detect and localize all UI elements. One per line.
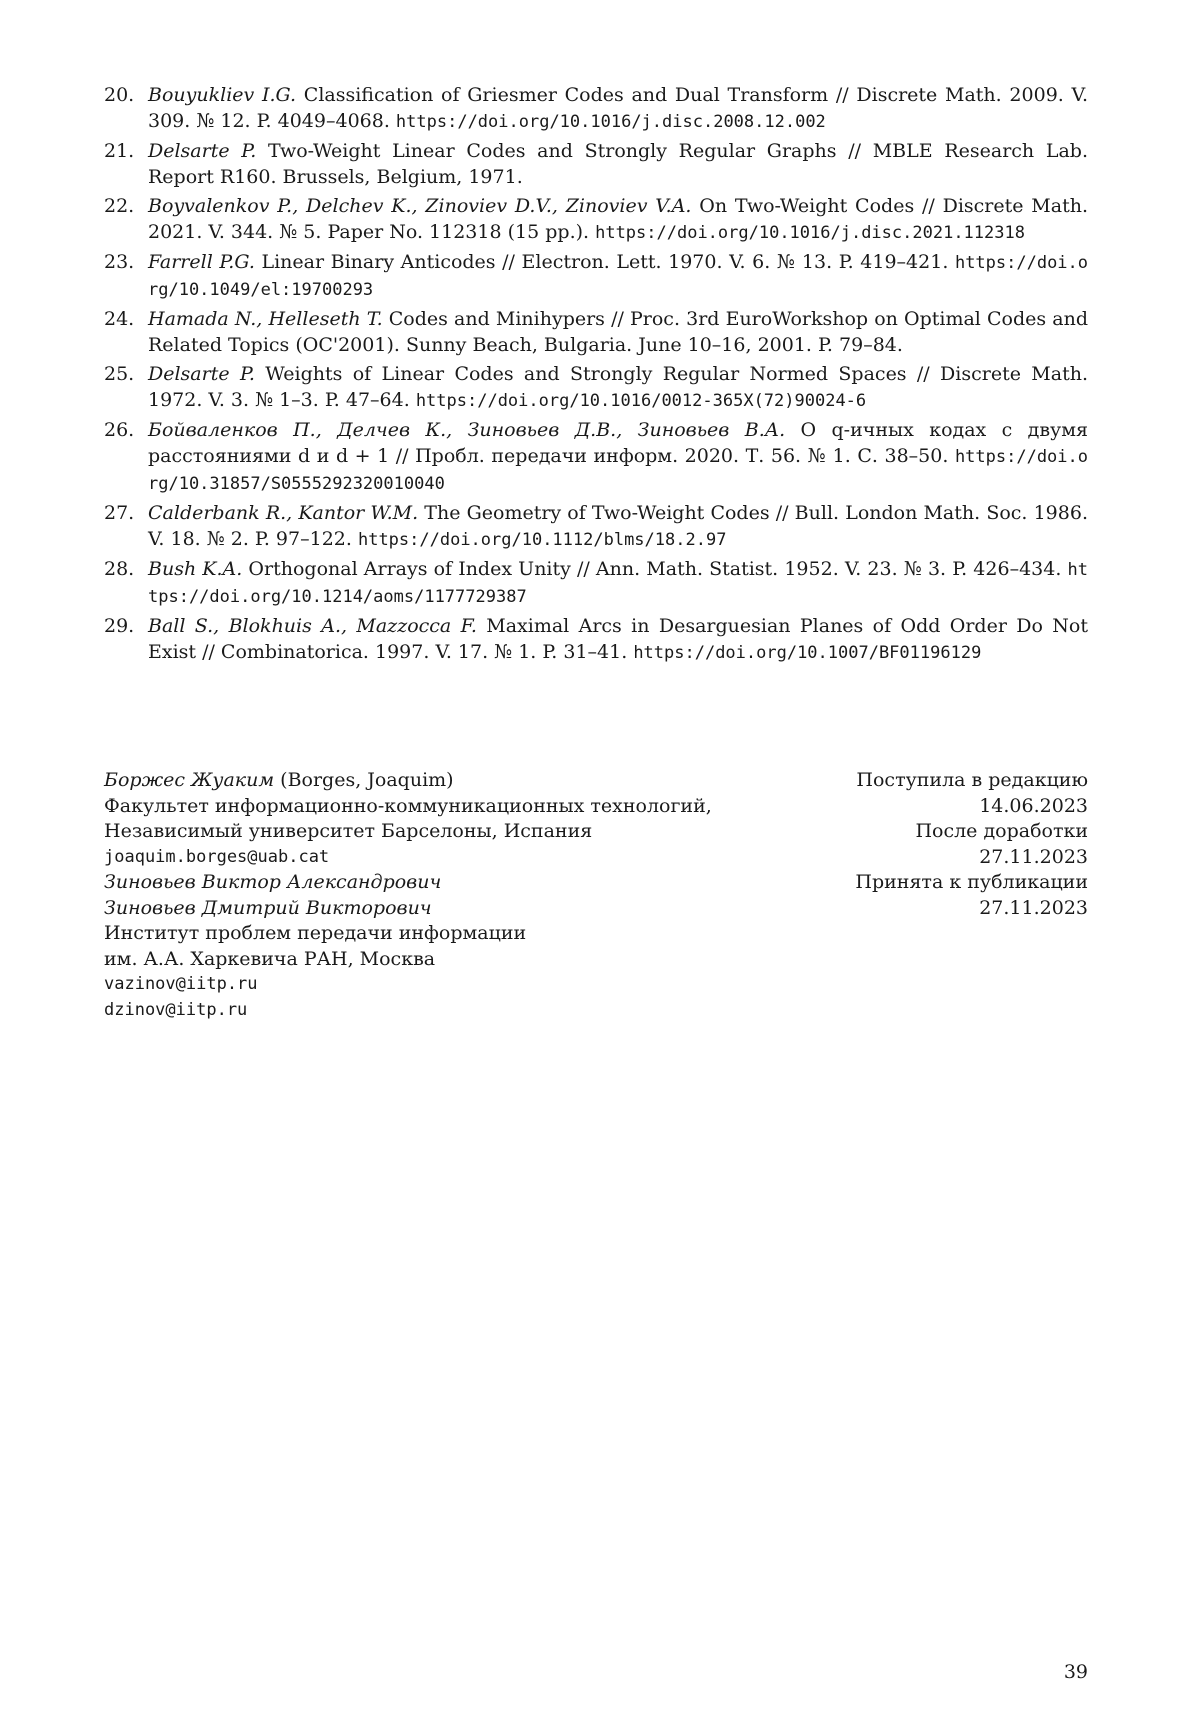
reference-item — [104, 556, 1088, 610]
reference-list — [104, 82, 1088, 669]
reference-text: Classification of Griesmer Codes and Dual Transform // Discrete Math. 2009. V. 309. № 12. P. 4049–4068. — [148, 84, 1088, 132]
reference-doi-link[interactable]: https://doi.org/10.1112/blms/18.2.97 — [358, 530, 726, 550]
author-line — [104, 768, 804, 794]
reference-item — [104, 82, 1088, 135]
reference-doi-link[interactable]: https://doi.org/10.1007/BF01196129 — [633, 643, 981, 663]
reference-text: Orthogonal Arrays of Index Unity // Ann. Math. Statist. 1952. V. 23. № 3. P. 426–434. — [242, 558, 1067, 580]
reference-item — [104, 500, 1088, 553]
received-label: Поступила в редакцию — [768, 768, 1088, 794]
accepted-label: Принята к публикации — [768, 870, 1088, 896]
reference-body — [148, 361, 1088, 414]
reference-item — [104, 417, 1088, 497]
page-number: 39 — [1064, 1661, 1088, 1683]
reference-authors: Ball S., Blokhuis A., Mazzocca F. — [148, 615, 477, 637]
reference-doi-link[interactable]: https://doi.org/10.1016/j.disc.2008.12.002 — [396, 112, 826, 132]
author-name-en: (Borges, Joaquim) — [274, 769, 453, 791]
submission-dates — [768, 768, 1088, 921]
reference-text: Maximal Arcs in Desarguesian Planes of Odd Order Do Not Exist // Combinatorica. 1997. V. 17. № 1. P. 31–41. — [148, 615, 1088, 663]
reference-text: Two-Weight Linear Codes and Strongly Regular Graphs // MBLE Research Lab. Report R160. Brussels, Belgium, 1971. — [148, 140, 1088, 188]
reference-body — [148, 613, 1088, 666]
accepted-date: 27.11.2023 — [768, 896, 1088, 922]
reference-number: 28. — [104, 556, 148, 610]
reference-body — [148, 249, 1088, 303]
reference-text: The Geometry of Two-Weight Codes // Bull. London Math. Soc. 1986. V. 18. № 2. P. 97–122. — [148, 502, 1088, 550]
reference-item — [104, 249, 1088, 303]
reference-number: 27. — [104, 500, 148, 553]
reference-item — [104, 361, 1088, 414]
reference-authors: Farrell P.G. — [148, 251, 255, 273]
revised-label: После доработки — [768, 819, 1088, 845]
university: Независимый университет Барселоны, Испания — [104, 819, 804, 845]
reference-authors: Bush K.A. — [148, 558, 242, 580]
reference-number: 23. — [104, 249, 148, 303]
reference-text: Linear Binary Anticodes // Electron. Lett. 1970. V. 6. № 13. P. 419–421. — [255, 251, 955, 273]
faculty: Факультет информационно-коммуникационных технологий, — [104, 794, 804, 820]
reference-authors: Hamada N., Helleseth T. — [148, 308, 383, 330]
page — [0, 0, 1200, 1719]
reference-number: 21. — [104, 138, 148, 190]
reference-body — [148, 306, 1088, 358]
reference-body — [148, 556, 1088, 610]
reference-number: 22. — [104, 193, 148, 246]
reference-body — [148, 82, 1088, 135]
reference-text: О q-ичных кодах с двумя расстояниями d и d + 1 // Пробл. передачи информ. 2020. Т. 56. № 1. С. 38–50. — [148, 419, 1088, 467]
reference-number: 25. — [104, 361, 148, 414]
institute-city: им. А.А. Харкевича РАН, Москва — [104, 947, 804, 973]
reference-authors: Бойваленков П., Делчев К., Зиновьев Д.В., Зиновьев В.А. — [148, 419, 785, 441]
reference-text: On Two-Weight Codes // Discrete Math. 2021. V. 344. № 5. Paper No. 112318 (15 pp.). — [148, 195, 1088, 243]
reference-doi-link[interactable]: https://doi.org/10.1016/0012-365X(72)90024-6 — [416, 391, 866, 411]
reference-item — [104, 138, 1088, 190]
reference-item — [104, 613, 1088, 666]
author-name-ru: Боржес Жуаким — [104, 769, 274, 791]
reference-body — [148, 193, 1088, 246]
reference-text: Codes and Minihypers // Proc. 3rd EuroWorkshop on Optimal Codes and Related Topics (OC'2001). Sunny Beach, Bulgaria. June 10–16, 2001. P. 79–84. — [148, 308, 1088, 356]
reference-authors: Bouyukliev I.G. — [148, 84, 296, 106]
author-name: Зиновьев Дмитрий Викторович — [104, 896, 804, 922]
author-email[interactable]: vazinov@iitp.ru — [104, 972, 804, 998]
reference-number: 20. — [104, 82, 148, 135]
reference-doi-link[interactable]: https://doi.org/10.1049/el:19700293 — [148, 253, 1088, 300]
reference-doi-link[interactable]: https://doi.org/10.31857/S0555292320010040 — [148, 447, 1088, 494]
reference-body — [148, 138, 1088, 190]
reference-number: 24. — [104, 306, 148, 358]
author-name: Зиновьев Виктор Александрович — [104, 870, 804, 896]
reference-doi-link[interactable]: https://doi.org/10.1016/j.disc.2021.112318 — [595, 223, 1025, 243]
reference-authors: Delsarte P. — [148, 140, 256, 162]
author-email[interactable]: joaquim.borges@uab.cat — [104, 845, 804, 871]
reference-authors: Delsarte P. — [148, 363, 255, 385]
reference-doi-link[interactable]: https://doi.org/10.1214/aoms/1177729387 — [148, 560, 1088, 607]
received-date: 14.06.2023 — [768, 794, 1088, 820]
reference-number: 29. — [104, 613, 148, 666]
reference-text: Weights of Linear Codes and Strongly Regular Normed Spaces // Discrete Math. 1972. V. 3. № 1–3. P. 47–64. — [148, 363, 1088, 411]
reference-number: 26. — [104, 417, 148, 497]
reference-body — [148, 500, 1088, 553]
institute: Институт проблем передачи информации — [104, 921, 804, 947]
reference-authors: Calderbank R., Kantor W.M. — [148, 502, 418, 524]
reference-authors: Boyvalenkov P., Delchev K., Zinoviev D.V., Zinoviev V.A. — [148, 195, 691, 217]
author-details — [104, 768, 804, 1023]
reference-item — [104, 193, 1088, 246]
revised-date: 27.11.2023 — [768, 845, 1088, 871]
reference-body — [148, 417, 1088, 497]
author-email[interactable]: dzinov@iitp.ru — [104, 998, 804, 1024]
reference-item — [104, 306, 1088, 358]
